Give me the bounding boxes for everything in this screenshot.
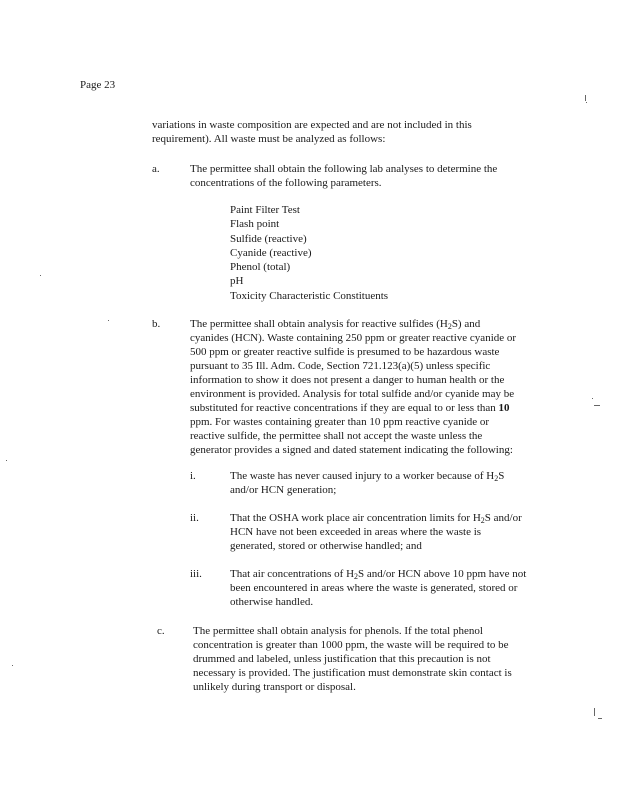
- scan-artifact: [586, 102, 587, 103]
- parameter-list: [230, 203, 388, 303]
- item-b-line-2: cyanides (HCN). Waste containing 250 ppm or greater reactive cyanide or: [190, 332, 517, 344]
- sub-item-i-numeral: i.: [190, 470, 196, 482]
- intro-line-1: variations in waste composition are expected and are not included in this: [152, 119, 472, 131]
- item-a-line-1: The permittee shall obtain the following lab analyses to determine the: [190, 163, 498, 175]
- sub-item-iii-line-3: otherwise handled.: [230, 596, 314, 608]
- scan-artifact: [598, 718, 602, 719]
- item-c-letter: c.: [157, 625, 165, 637]
- sub-item-iii-line-1: That air concentrations of $H_2S$ and/or HCN above 10 ppm have not: [230, 568, 527, 581]
- item-c-line-3: drummed and labeled, unless justification that this precaution is not: [193, 653, 491, 665]
- parameter-item: Paint Filter Test: [230, 204, 300, 216]
- scan-artifact: [585, 95, 586, 101]
- item-c-line-2: concentration is greater than 1000 ppm, the waste will be required to be: [193, 639, 509, 651]
- bold-value: 10: [498, 402, 510, 414]
- parameter-item: Phenol (total): [230, 261, 291, 274]
- item-b-line-4: pursuant to 35 Ill. Adm. Code, Section 721.123(a)(5) unless specific: [190, 360, 491, 372]
- sub-item-ii-line-1: That the OSHA work place air concentration limits for $H_2S$ and/or: [230, 512, 522, 525]
- parameter-item: pH: [230, 275, 244, 288]
- scan-artifact: [6, 460, 7, 461]
- sub-item-iii-numeral: iii.: [190, 568, 202, 580]
- item-a-letter: a.: [152, 163, 160, 175]
- scan-artifact: [592, 398, 593, 399]
- parameter-item: Flash point: [230, 218, 280, 231]
- item-c-line-4: necessary is provided. The justification must demonstrate skin contact is: [193, 667, 512, 679]
- item-a-line-2: concentrations of the following parameters.: [190, 177, 382, 189]
- item-b-line-7: substituted for reactive concentrations if they are equal to or less than 10: [190, 402, 510, 414]
- scan-artifact: [594, 405, 600, 406]
- sub-item-i-line-2: and/or HCN generation;: [230, 484, 337, 496]
- item-b-line-8: ppm. For wastes containing greater than 10 ppm reactive cyanide or: [190, 416, 490, 428]
- parameter-item: Toxicity Characteristic Constituents: [230, 289, 389, 302]
- item-b-line-9: reactive sulfide, the permittee shall not accept the waste unless the: [190, 430, 483, 442]
- item-b-line-10: generator provides a signed and dated statement indicating the following:: [190, 444, 513, 456]
- intro-line-2: requirement). All waste must be analyzed as follows:: [152, 133, 386, 145]
- page-number: Page 23: [80, 79, 116, 91]
- item-b-line-6: environment is provided. Analysis for total sulfide and/or cyanide may be: [190, 388, 515, 400]
- item-c-line-5: unlikely during transport or disposal.: [193, 681, 356, 693]
- scan-artifact: [108, 320, 109, 321]
- scan-artifact: [12, 665, 13, 666]
- parameter-item: Cyanide (reactive): [230, 246, 312, 259]
- scan-artifact: [40, 275, 41, 276]
- sub-item-ii-line-3: generated, stored or otherwise handled; and: [230, 540, 422, 552]
- item-b-line-3: 500 ppm or greater reactive sulfide is presumed to be hazardous waste: [190, 346, 500, 358]
- item-c-line-1: The permittee shall obtain analysis for phenols. If the total phenol: [193, 625, 483, 637]
- sub-item-ii-numeral: ii.: [190, 512, 199, 524]
- sub-item-i-line-1: The waste has never caused injury to a worker because of $H_2S$: [230, 470, 505, 483]
- item-b-letter: b.: [152, 318, 161, 330]
- item-b-line-1: The permittee shall obtain analysis for reactive sulfides $(H_2S)$ and: [190, 318, 481, 331]
- item-b-line-5: information to show it does not present a danger to human health or the: [190, 374, 505, 386]
- sub-item-iii-line-2: been encountered in areas where the waste is generated, stored or: [230, 582, 518, 594]
- scan-artifact: [594, 708, 595, 716]
- sub-item-ii-line-2: HCN have not been exceeded in areas where the waste is: [230, 526, 482, 538]
- parameter-item: Sulfide (reactive): [230, 232, 307, 245]
